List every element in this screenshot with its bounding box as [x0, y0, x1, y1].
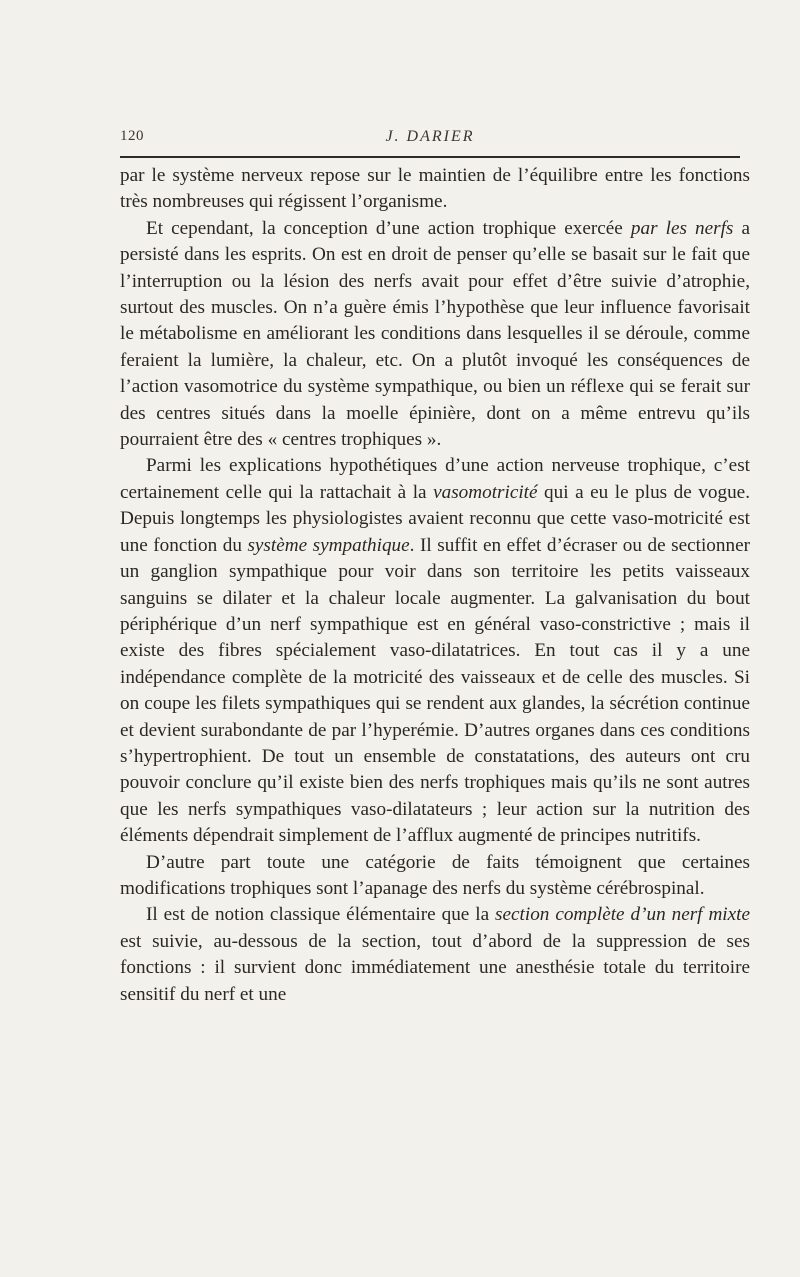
italic-segment: système sympathique [247, 534, 410, 556]
paragraph [120, 902, 750, 1008]
page-number: 120 [120, 128, 144, 144]
running-head: J. DARIER [385, 128, 475, 145]
text-segment: par le système nerveux repose sur le maintien de l’équilibre entre les fonctions très nombreuses qui régissent l’organisme. [120, 165, 750, 213]
text-segment: est suivie, au-dessous de la section, tout d’abord de la suppression de ses fonctions : il survient donc immédiatement une anesthésie totale du territoire sensitif du nerf et une [120, 930, 750, 1005]
italic-segment: vasomotricité [433, 481, 538, 503]
paragraph [120, 163, 750, 216]
text-segment: Et cependant, la conception d’une action trophique exercée [146, 217, 631, 239]
text-segment: D’autre part toute une catégorie de faits témoignent que certaines modifications trophiques sont l’apanage des nerfs du système cérébrospinal. [120, 851, 750, 899]
italic-segment: section complète d’un nerf mixte [495, 904, 750, 926]
paragraph [120, 216, 750, 454]
paragraph [120, 850, 750, 903]
page-header [120, 128, 740, 150]
text-segment: Parmi les explications hypothétiques d’une action nerveuse trophique, c’est certainement celle qui la rattachait à la [120, 455, 750, 503]
text-segment: qui a eu le plus de vogue. Depuis longtemps les physiologistes avaient reconnu que cette vaso-motricité est une fonction du [120, 481, 750, 556]
text-segment: . Il suffit en effet d’écraser ou de sectionner un ganglion sympathique pour voir dans son territoire les petits vaisseaux sanguins se dilater et la chaleur locale augmenter. La galvanisation du bout périphérique d’un nerf sympathique est en général vaso-constrictive ; mais il existe des fibres spécialement vaso-dilatatrices. En tout cas il y a une indépendance complète de la motricité des vaisseaux et de celle des muscles. Si on coupe les filets sympathiques qui se rendent aux glandes, la sécrétion continue et devient surabondante de par l’hyperémie. D’autres organes dans ces conditions s’hypertrophient. De tout un ensemble de constatations, des auteurs ont cru pouvoir conclure qu’il existe bien des nerfs trophiques mais qu’ils ne sont autres que les nerfs sympathiques vaso-dilatateurs ; leur action sur la nutrition des éléments dépendrait simplement de l’afflux augmenté de principes nutritifs. [120, 534, 750, 847]
text-segment: a persisté dans les esprits. On est en droit de penser qu’elle se basait sur le fait que l’interruption ou la lésion des nerfs avait pour effet d’être suivie d’atrophie, surtout des muscles. On n’a guère émis l’hypothèse que leur influence favorisait le métabolisme en améliorant les conditions dans lesquelles il se déroule, comme feraient la lumière, la chaleur, etc. On a plutôt invoqué les conséquences de l’action vasomotrice du système sympathique, ou bien un réflexe qui se ferait sur des centres situés dans la moelle épinière, dont on a même entrevu qu’ils pourraient être des « centres trophiques ». [120, 217, 750, 451]
text-segment: Il est de notion classique élémentaire que la [146, 904, 496, 926]
header-rule [120, 156, 740, 158]
italic-segment: par les nerfs [630, 217, 734, 239]
body-text [120, 163, 750, 1008]
paragraph [120, 453, 750, 849]
